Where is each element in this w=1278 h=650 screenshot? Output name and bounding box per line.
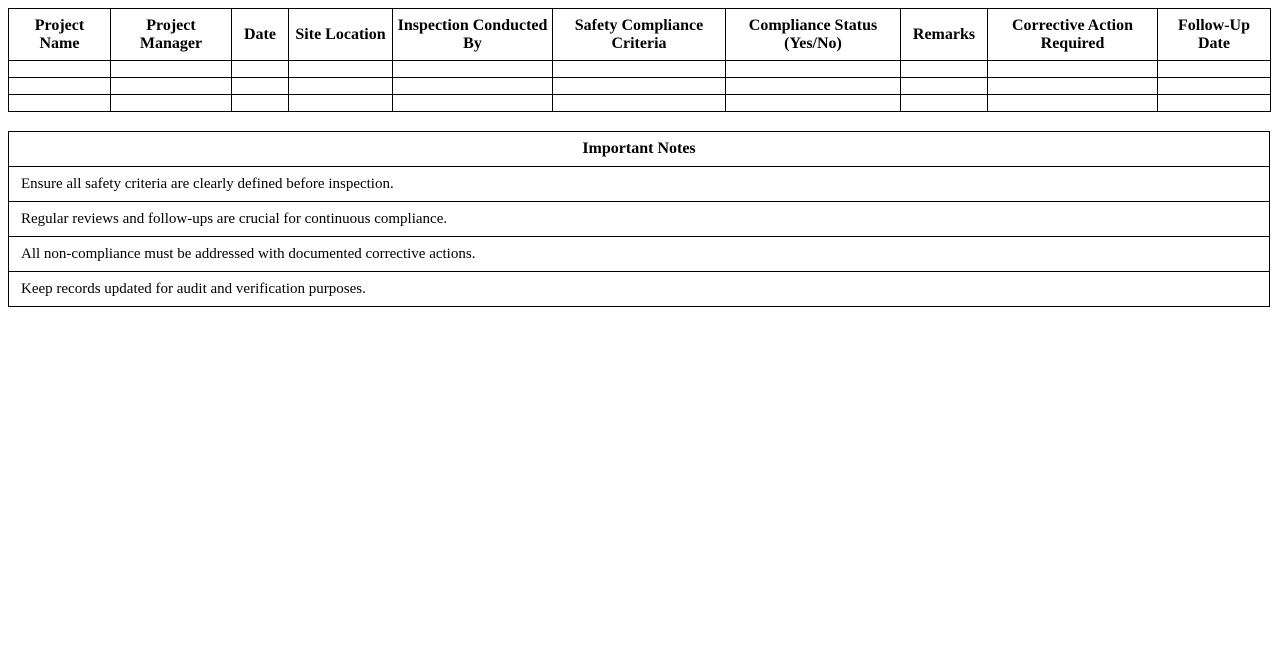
header-inspection-conducted-by: Inspection Conducted By xyxy=(393,9,553,61)
header-date: Date xyxy=(232,9,289,61)
document-page xyxy=(0,0,1278,307)
header-site-location: Site Location xyxy=(289,9,393,61)
table-cell[interactable] xyxy=(901,61,988,78)
header-project-name: Project Name xyxy=(9,9,111,61)
table-cell[interactable] xyxy=(9,95,111,112)
note-row xyxy=(9,167,1270,202)
table-row xyxy=(9,61,1271,78)
note-item: Regular reviews and follow-ups are crucial for continuous compliance. xyxy=(9,202,1270,237)
table-cell[interactable] xyxy=(988,78,1158,95)
table-cell[interactable] xyxy=(901,78,988,95)
note-row xyxy=(9,272,1270,307)
table-cell[interactable] xyxy=(9,61,111,78)
notes-header-row xyxy=(9,132,1270,167)
table-cell[interactable] xyxy=(232,78,289,95)
table-row xyxy=(9,78,1271,95)
table-cell[interactable] xyxy=(553,61,726,78)
table-cell[interactable] xyxy=(553,95,726,112)
header-compliance-status: Compliance Status (Yes/No) xyxy=(726,9,901,61)
notes-title: Important Notes xyxy=(9,132,1270,167)
note-row xyxy=(9,202,1270,237)
table-cell[interactable] xyxy=(988,61,1158,78)
table-cell[interactable] xyxy=(726,95,901,112)
important-notes-table xyxy=(8,131,1270,307)
table-cell[interactable] xyxy=(988,95,1158,112)
table-cell[interactable] xyxy=(111,78,232,95)
header-project-manager: Project Manager xyxy=(111,9,232,61)
table-cell[interactable] xyxy=(111,95,232,112)
table-cell[interactable] xyxy=(393,95,553,112)
table-cell[interactable] xyxy=(726,61,901,78)
header-corrective-action-required: Corrective Action Required xyxy=(988,9,1158,61)
table-cell[interactable] xyxy=(1158,95,1271,112)
note-item: Ensure all safety criteria are clearly defined before inspection. xyxy=(9,167,1270,202)
table-cell[interactable] xyxy=(289,78,393,95)
note-row xyxy=(9,237,1270,272)
table-cell[interactable] xyxy=(232,95,289,112)
table-cell[interactable] xyxy=(9,78,111,95)
header-remarks: Remarks xyxy=(901,9,988,61)
table-cell[interactable] xyxy=(289,61,393,78)
note-item: Keep records updated for audit and verification purposes. xyxy=(9,272,1270,307)
table-cell[interactable] xyxy=(1158,61,1271,78)
note-item: All non-compliance must be addressed with documented corrective actions. xyxy=(9,237,1270,272)
table-row xyxy=(9,95,1271,112)
table-cell[interactable] xyxy=(553,78,726,95)
table-cell[interactable] xyxy=(289,95,393,112)
header-safety-compliance-criteria: Safety Compliance Criteria xyxy=(553,9,726,61)
table-cell[interactable] xyxy=(232,61,289,78)
header-follow-up-date: Follow-Up Date xyxy=(1158,9,1271,61)
table-cell[interactable] xyxy=(726,78,901,95)
table-cell[interactable] xyxy=(393,61,553,78)
table-cell[interactable] xyxy=(901,95,988,112)
table-cell[interactable] xyxy=(393,78,553,95)
inspection-table xyxy=(8,8,1271,112)
header-row xyxy=(9,9,1271,61)
table-cell[interactable] xyxy=(111,61,232,78)
table-cell[interactable] xyxy=(1158,78,1271,95)
